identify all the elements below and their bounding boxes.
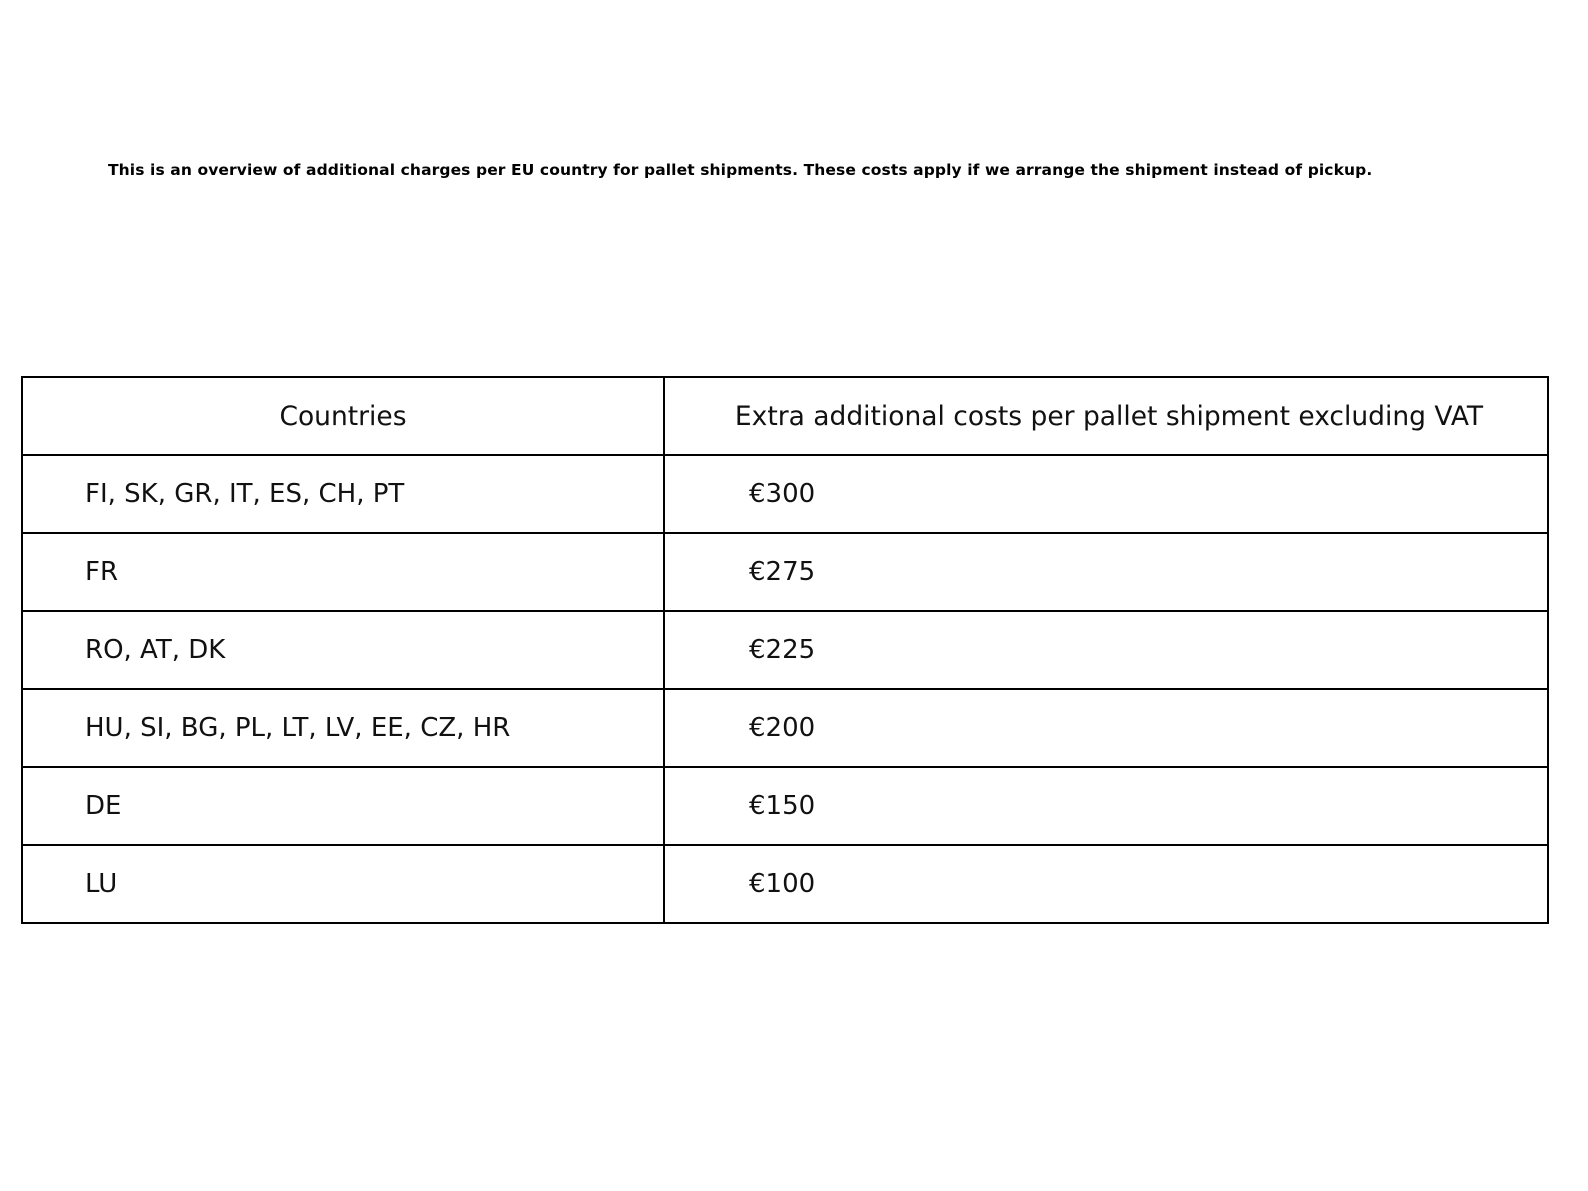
table-row [22, 533, 1548, 611]
cell-countries: FI, SK, GR, IT, ES, CH, PT [22, 455, 664, 533]
cell-cost: €300 [664, 455, 1548, 533]
table-row [22, 845, 1548, 923]
cell-cost: €200 [664, 689, 1548, 767]
cell-cost: €225 [664, 611, 1548, 689]
cell-countries: DE [22, 767, 664, 845]
cell-cost: €150 [664, 767, 1548, 845]
cell-cost: €100 [664, 845, 1548, 923]
table-row [22, 611, 1548, 689]
table-body [22, 455, 1548, 923]
charges-table [21, 376, 1549, 924]
intro-paragraph: This is an overview of additional charges per EU country for pallet shipments. These costs apply if we arrange the shipment instead of pickup. [108, 161, 1373, 179]
table-header-row [22, 377, 1548, 455]
table-row [22, 689, 1548, 767]
cell-countries: FR [22, 533, 664, 611]
cell-countries: LU [22, 845, 664, 923]
cell-countries: HU, SI, BG, PL, LT, LV, EE, CZ, HR [22, 689, 664, 767]
table-row [22, 767, 1548, 845]
charges-table-container [21, 376, 1547, 924]
cell-countries: RO, AT, DK [22, 611, 664, 689]
column-header-countries: Countries [22, 377, 664, 455]
table-row [22, 455, 1548, 533]
column-header-costs: Extra additional costs per pallet shipment excluding VAT [664, 377, 1548, 455]
table-header [22, 377, 1548, 455]
cell-cost: €275 [664, 533, 1548, 611]
